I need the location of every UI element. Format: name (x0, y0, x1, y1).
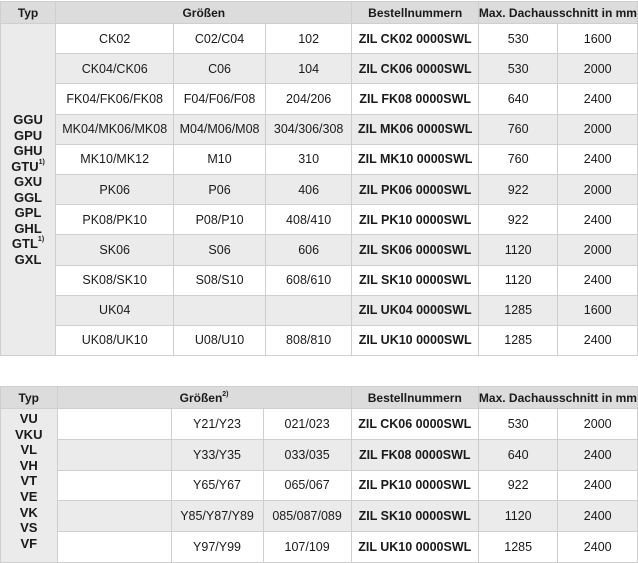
max-cutout-cell: 922 (478, 174, 558, 204)
max-cutout-cell: 760 (478, 114, 558, 144)
type-label (1, 505, 57, 521)
size-cell: 085/087/089 (263, 501, 351, 532)
size-cell: 408/410 (265, 205, 352, 235)
max-cutout-cell: 2000 (558, 174, 638, 204)
size-cell: MK04/MK06/MK08 (56, 114, 174, 144)
type-name: GHL (14, 220, 42, 236)
type-name: GPL (14, 205, 42, 221)
header-typ: Typ (1, 387, 58, 409)
max-cutout-cell: 2400 (558, 84, 638, 114)
size-cell: Y97/Y99 (171, 532, 263, 563)
header-typ: Typ (1, 2, 56, 24)
header-max-dachausschnitt: Max. Dachausschnitt in mm (478, 387, 637, 409)
type-label (1, 489, 57, 505)
order-number-cell: ZIL CK06 0000SWL (351, 409, 478, 440)
size-cell (57, 501, 171, 532)
size-cell (174, 295, 265, 325)
order-number-cell: ZIL MK06 0000SWL (352, 114, 478, 144)
type-name: VE (20, 488, 38, 504)
type-name: VF (20, 535, 38, 551)
type-list (1, 24, 56, 356)
footnote-mark: 1) (38, 158, 45, 166)
size-cell: CK02 (56, 24, 174, 54)
size-cell: P08/P10 (174, 205, 265, 235)
size-cell: SK06 (56, 235, 174, 265)
type-name: VT (20, 473, 38, 489)
size-cell: PK08/PK10 (56, 205, 174, 235)
order-number-cell: ZIL UK10 0000SWL (352, 325, 478, 355)
header-max-dachausschnitt: Max. Dachausschnitt in mm (478, 2, 637, 24)
max-cutout-cell: 530 (478, 24, 558, 54)
size-cell: MK10/MK12 (56, 144, 174, 174)
size-cell: 065/067 (263, 470, 351, 501)
table-row (1, 24, 638, 54)
type-name: GTL (11, 236, 38, 252)
size-cell: PK06 (56, 174, 174, 204)
table-row (1, 325, 638, 355)
max-cutout-cell: 2000 (558, 409, 638, 440)
type-label (1, 411, 57, 427)
type-name: VU (19, 411, 38, 426)
max-cutout-cell: 2400 (558, 144, 638, 174)
size-cell: Y33/Y35 (171, 439, 263, 470)
type-label (1, 520, 57, 536)
table-row (1, 409, 638, 440)
order-number-cell: ZIL PK06 0000SWL (352, 174, 478, 204)
order-number-cell: ZIL PK10 0000SWL (352, 205, 478, 235)
size-cell: P06 (174, 174, 265, 204)
size-cell: U08/U10 (174, 325, 265, 355)
size-cell: SK08/SK10 (56, 265, 174, 295)
header-bestellnummern: Bestellnummern (352, 2, 478, 24)
type-label (1, 190, 55, 206)
table-row (1, 54, 638, 84)
type-name: VH (19, 457, 38, 473)
size-cell: M04/M06/M08 (174, 114, 265, 144)
type-label (1, 536, 57, 552)
max-cutout-cell: 2400 (558, 439, 638, 470)
header-groessen-label: Größen (179, 390, 223, 405)
order-number-cell: ZIL CK02 0000SWL (352, 24, 478, 54)
order-number-cell: ZIL UK04 0000SWL (352, 295, 478, 325)
table-row (1, 235, 638, 265)
type-name: GXU (13, 174, 43, 190)
type-name: GGL (13, 189, 43, 205)
size-cell: Y65/Y67 (171, 470, 263, 501)
max-cutout-cell: 2400 (558, 532, 638, 563)
order-number-cell: ZIL FK08 0000SWL (351, 439, 478, 470)
table-row (1, 295, 638, 325)
size-cell: 104 (265, 54, 352, 84)
order-number-cell: ZIL MK10 0000SWL (352, 144, 478, 174)
max-cutout-cell: 1120 (478, 235, 558, 265)
max-cutout-cell: 1285 (478, 325, 558, 355)
size-cell: C06 (174, 54, 265, 84)
table-row (1, 439, 638, 470)
table-row (1, 114, 638, 144)
type-label (1, 473, 57, 489)
type-label (1, 442, 57, 458)
table-row (1, 501, 638, 532)
header-groessen (57, 387, 351, 409)
max-cutout-cell: 1285 (478, 295, 558, 325)
size-cell: F04/F06/F08 (174, 84, 265, 114)
table-row (1, 144, 638, 174)
type-name: GGU (13, 112, 43, 128)
max-cutout-cell: 1285 (478, 532, 558, 563)
table-row (1, 84, 638, 114)
type-label (1, 159, 55, 175)
max-cutout-cell: 640 (478, 439, 558, 470)
order-number-cell: ZIL CK06 0000SWL (352, 54, 478, 84)
size-cell: 021/023 (263, 409, 351, 440)
type-list (1, 409, 58, 563)
order-table-2 (0, 386, 638, 563)
max-cutout-cell: 530 (478, 409, 558, 440)
table-row (1, 265, 638, 295)
type-name: VK (19, 504, 38, 520)
type-label (1, 174, 55, 190)
type-label (1, 236, 55, 252)
size-cell: S08/S10 (174, 265, 265, 295)
size-cell: C02/C04 (174, 24, 265, 54)
order-number-cell: ZIL SK10 0000SWL (351, 501, 478, 532)
max-cutout-cell: 922 (478, 205, 558, 235)
size-cell: UK04 (56, 295, 174, 325)
size-cell: UK08/UK10 (56, 325, 174, 355)
order-number-cell: ZIL SK10 0000SWL (352, 265, 478, 295)
size-cell: 304/306/308 (265, 114, 352, 144)
type-label (1, 252, 55, 268)
type-name: VS (20, 520, 38, 536)
type-name: VL (20, 442, 38, 458)
size-cell: 808/810 (265, 325, 352, 355)
type-name: GXL (14, 251, 42, 267)
max-cutout-cell: 2400 (558, 325, 638, 355)
type-name: VKU (15, 426, 43, 442)
max-cutout-cell: 2400 (558, 501, 638, 532)
order-number-cell: ZIL UK10 0000SWL (351, 532, 478, 563)
type-label (1, 427, 57, 443)
size-cell: 406 (265, 174, 352, 204)
order-table-1 (0, 1, 638, 356)
size-cell: 608/610 (265, 265, 352, 295)
max-cutout-cell: 530 (478, 54, 558, 84)
max-cutout-cell: 2400 (558, 205, 638, 235)
type-label (1, 143, 55, 159)
header-groessen: Größen (56, 2, 352, 24)
size-cell (265, 295, 352, 325)
size-cell: 102 (265, 24, 352, 54)
max-cutout-cell: 1600 (558, 295, 638, 325)
max-cutout-cell: 1120 (478, 501, 558, 532)
max-cutout-cell: 2400 (558, 470, 638, 501)
table-row (1, 174, 638, 204)
max-cutout-cell: 2000 (558, 54, 638, 84)
type-label (1, 221, 55, 237)
max-cutout-cell: 2400 (558, 265, 638, 295)
table-row (1, 470, 638, 501)
order-number-cell: ZIL PK10 0000SWL (351, 470, 478, 501)
order-number-cell: ZIL SK06 0000SWL (352, 235, 478, 265)
max-cutout-cell: 2000 (558, 235, 638, 265)
type-name: GTU (11, 158, 39, 174)
size-cell (57, 470, 171, 501)
max-cutout-cell: 2000 (558, 114, 638, 144)
footnote-mark: 2) (222, 390, 229, 398)
size-cell: FK04/FK06/FK08 (56, 84, 174, 114)
size-cell: 310 (265, 144, 352, 174)
max-cutout-cell: 922 (478, 470, 558, 501)
size-cell: S06 (174, 235, 265, 265)
size-cell: CK04/CK06 (56, 54, 174, 84)
order-number-cell: ZIL FK08 0000SWL (352, 84, 478, 114)
table-row (1, 532, 638, 563)
size-cell: 033/035 (263, 439, 351, 470)
footnote-mark: 1) (37, 236, 45, 244)
max-cutout-cell: 1120 (478, 265, 558, 295)
table-row (1, 205, 638, 235)
max-cutout-cell: 760 (478, 144, 558, 174)
size-cell: 107/109 (263, 532, 351, 563)
size-cell: 204/206 (265, 84, 352, 114)
size-cell (57, 409, 171, 440)
max-cutout-cell: 640 (478, 84, 558, 114)
size-cell: M10 (174, 144, 265, 174)
size-cell: 606 (265, 235, 352, 265)
type-label (1, 205, 55, 221)
header-bestellnummern: Bestellnummern (351, 387, 478, 409)
max-cutout-cell: 1600 (558, 24, 638, 54)
size-cell (57, 532, 171, 563)
size-cell: Y85/Y87/Y89 (171, 501, 263, 532)
type-name: GHU (13, 143, 43, 159)
type-label (1, 112, 55, 128)
type-label (1, 128, 55, 144)
type-name: GPU (13, 127, 43, 143)
type-label (1, 458, 57, 474)
size-cell (57, 439, 171, 470)
size-cell: Y21/Y23 (171, 409, 263, 440)
